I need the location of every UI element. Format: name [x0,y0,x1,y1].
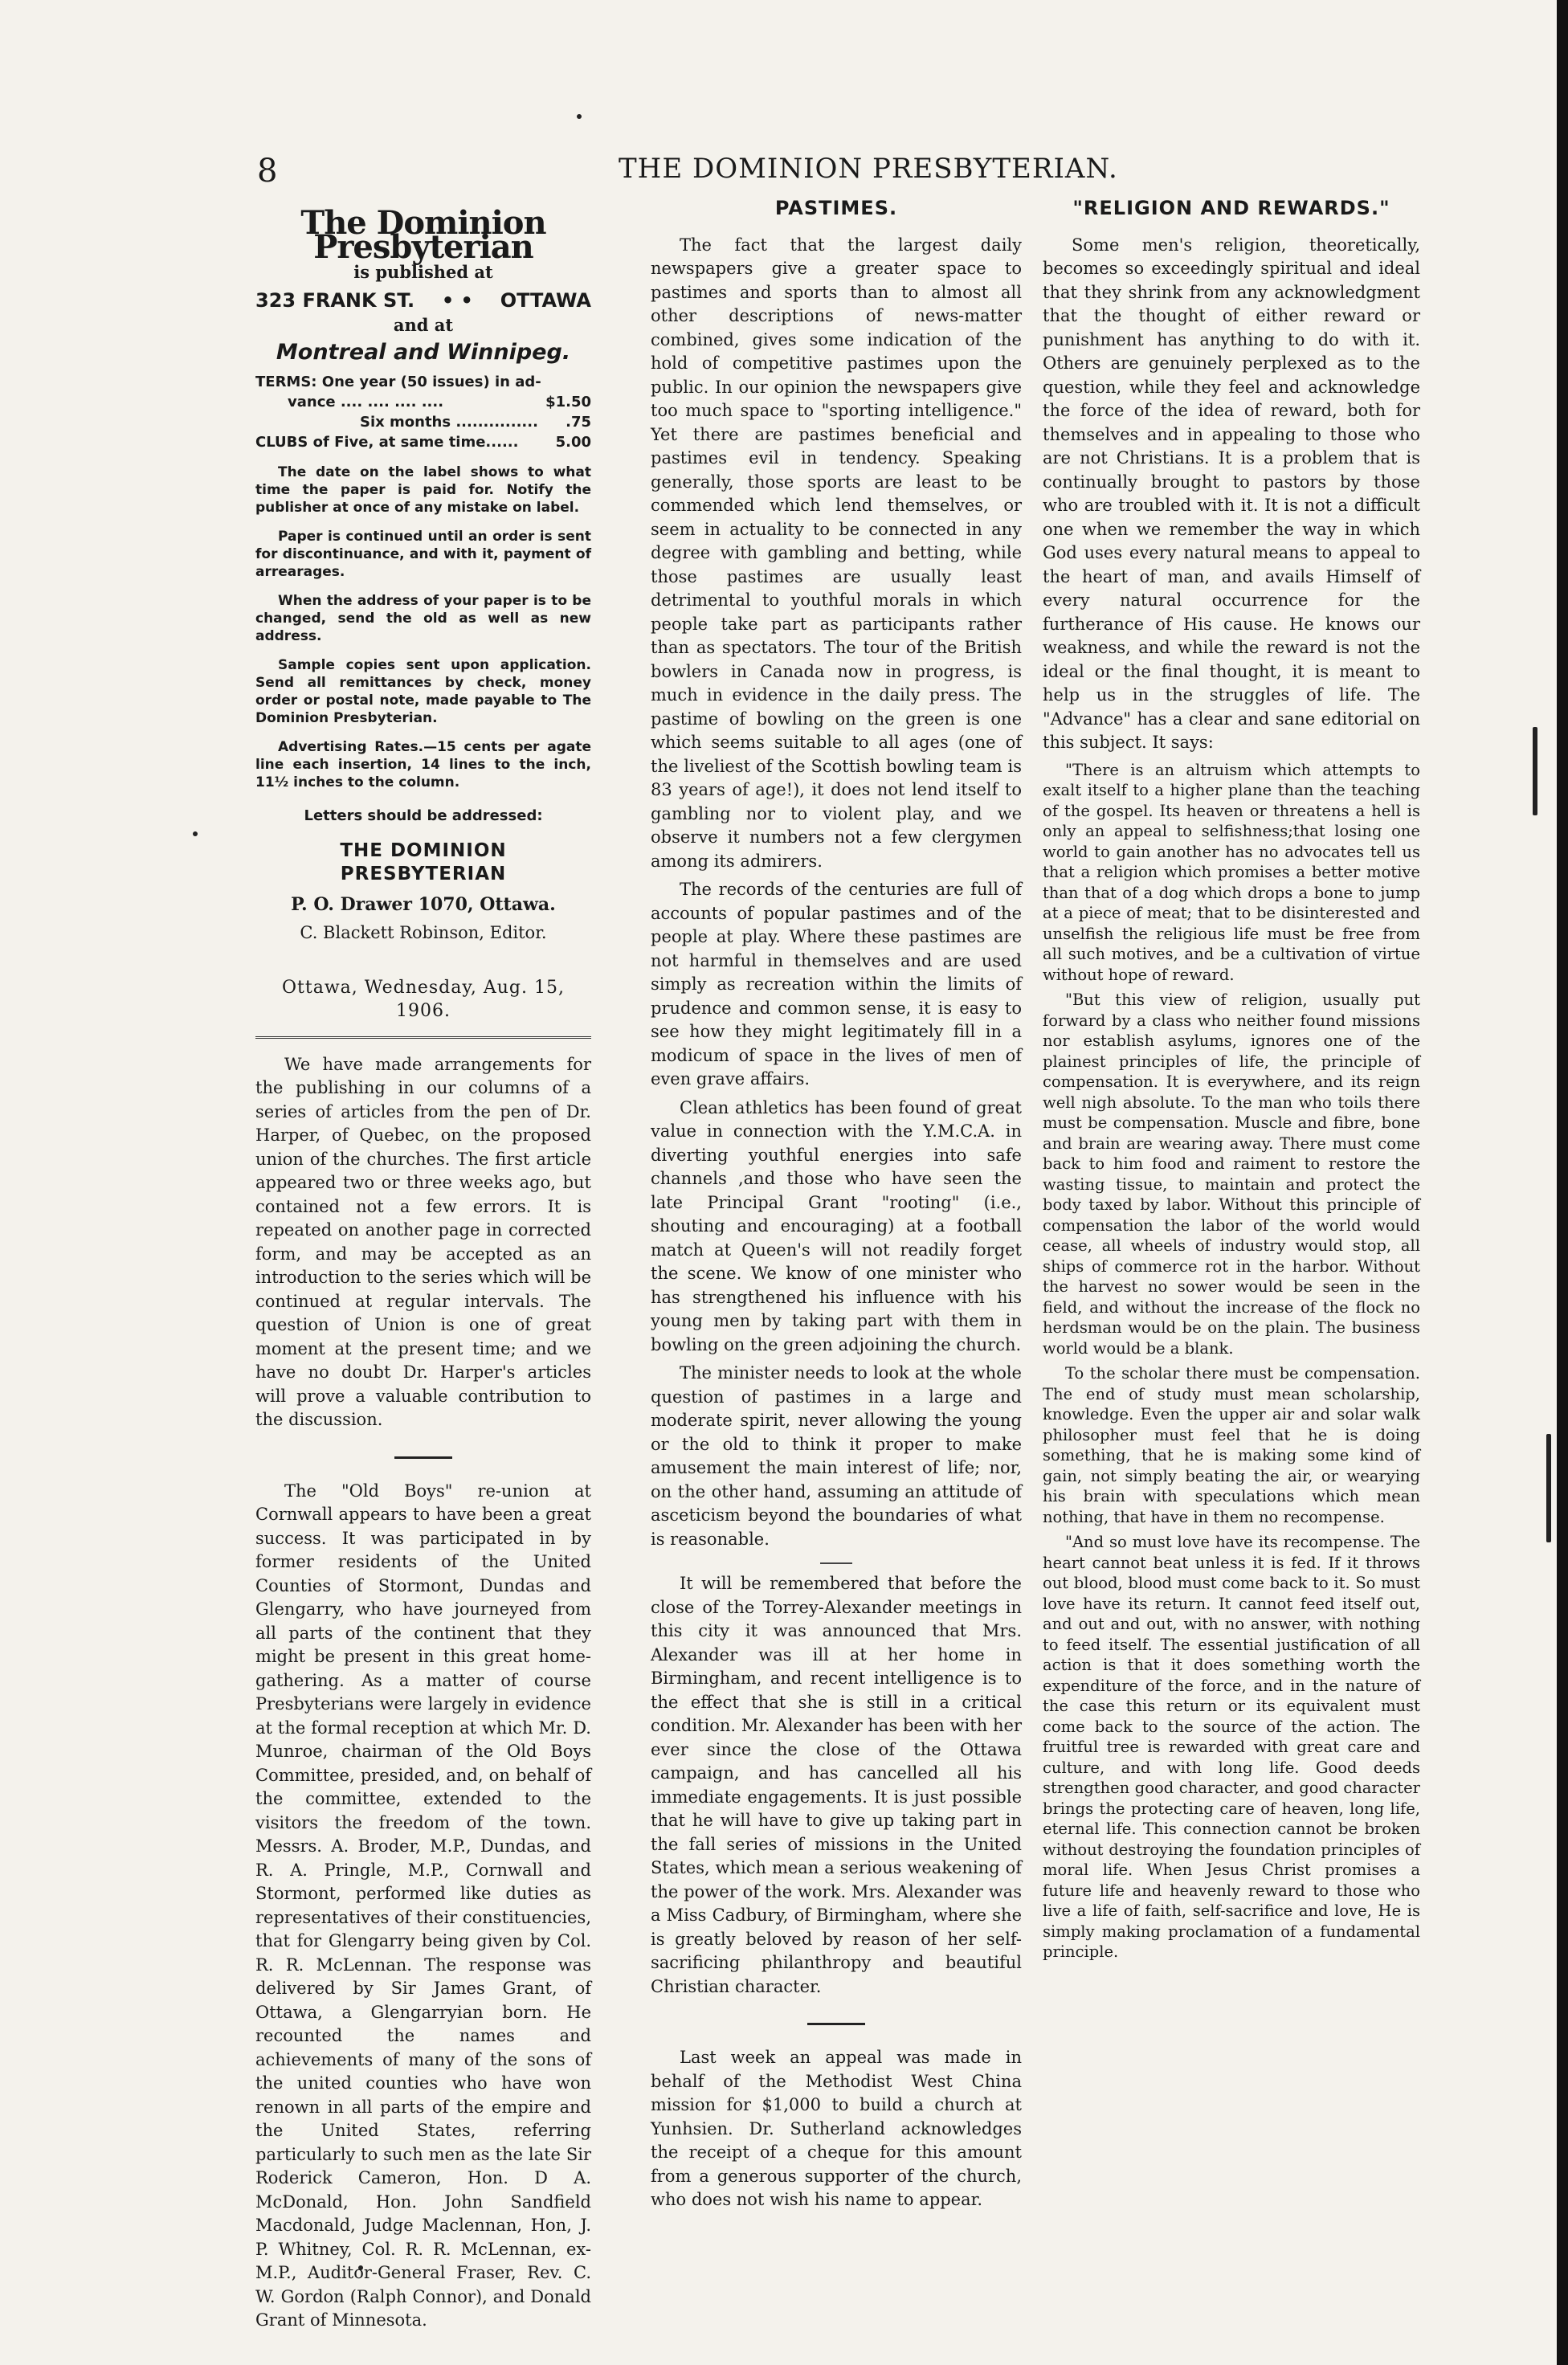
margin-mark [1546,1434,1551,1542]
terms-six-months-row [255,412,591,432]
column-1 [255,197,591,2338]
editorial-paragraph: The "Old Boys" re-union at Cornwall appears to have been a great success. It was participated in by former residents of the United Counties of Stormont, Dundas and Glengarry, who have journeyed from all parts of the continent that they might be present in this great home-gathering. As a matter of course Presbyterians were largely in evidence at the formal reception at which Mr. D. Munroe, chairman of the Old Boys Committee, presided, and, on behalf of the committee, extended to the visitors the freedom of the town. Messrs. A. Broder, M.P., Dundas, and R. A. Pringle, M.P., Cornwall and Stormont, performed like duties as representatives of their constituencies, that for Glengarry being given by Col. R. R. McLennan. The response was delivered by Sir James Grant, of Ottawa, a Glengarryian born. He recounted the names and achievements of many of the sons of the united counties who have won renown in all parts of the empire and the United States, referring particularly to such men as the late Sir Roderick Cameron, Hon. D A. McDonald, Hon. John Sandfield Macdonald, Judge Maclennan, Hon, J. P. Whitney, Col. R. R. McLennan, ex-M.P., Auditor-General Fraser, Rev. C. W. Gordon (Ralph Connor), and Donald Grant of Minnesota. [255,1481,592,2330]
quote-paragraph: "And so must love have its recompense. The heart cannot beat unless it is fed. If it throws out blood, blood must come back to it. So must love have its return. It cannot feed itself out, and out and out, with no answer, with nothing to feed itself. The essential justification of all action is that it does something worth the expenditure of the force, and in the nature of the case this return or its equivalent must come back to the source of the action. The fruitful tree is rewarded with great care and culture, and with long life. Good deeds strengthen good character, and good character brings the protecting care of heaven, long life, eternal life. This connection cannot be broken without destroying the foundation principles of moral life. When Jesus Christ promises a future life and heavenly reward to those who live a life of faith, self-sacrifice and love, He is simply making proclamation of a fundamental principle. [1043,1533,1420,1961]
advance-quotation [1043,760,1420,1963]
section-divider [807,2023,865,2025]
masthead-and-at: and at [393,314,454,335]
section-divider [394,1456,452,1459]
notice-continued: Paper is continued until an order is sent for discontinuance, and with it, payment of arrearages. [255,529,591,580]
scan-edge [1557,0,1568,2365]
terms-label: TERMS: One year (50 issues) in ad- [255,374,541,390]
masthead-city: OTTAWA [500,289,591,312]
masthead-cities: Montreal and Winnipeg. [276,339,571,365]
page-number: 8 [257,153,278,190]
running-title: THE DOMINION PRESBYTERIAN. [619,153,1118,185]
masthead-title: The Dominion Presbyterian [300,204,546,266]
terms-vance: vance .... .... .... .... [288,394,444,411]
pastimes-heading: PASTIMES. [774,197,898,219]
pastimes-paragraph: The minister needs to look at the whole question of pastimes in a large and moderate spirit, never allowing the young or the old to think it proper to make amusement the main interest of life; nor, on the other hand, assuming an attitude of asceticism beyond the boundaries of what is reasonable. [651,1363,1022,1549]
pastimes-paragraph: Clean athletics has been found of great value in connection with the Y.M.C.A. in diverting youthful energies into safe channels ,and those who have seen the late Principal Grant "rooting" (i.e., shouting and encouraging) at a football match at Queen's will not readily forget the scene. We know of one minister who has strengthened his influence with his young men by taking part with them in bowling on the green adjoining the church. [651,1097,1022,1354]
pastimes-paragraph: The records of the centuries are full of accounts of popular pastimes and of the people at play. Where these pastimes are not harmful in themselves and are used simply as recreation within the limits of prudence and common sense, it is easy to see how they might legitimately fill in a modicum of space in the lives of men of even grave affairs. [651,880,1022,1089]
column-3 [1043,197,1420,1967]
religion-paragraph: Some men's religion, theoretically, becomes so exceedingly spiritual and ideal that they shrink from any acknowledgment that the thought of either reward or punishment has anything to do with it. Others are genuinely perplexed as to the question, while they feel and acknowledge the force of the idea of reward, both for themselves and in appealing to those who are not Christians. It is a problem that is continually brought to pastors by those who are troubled with it. It is not a difficult one when we remember the way in which God uses every natural means to appeal to the heart of man, and avails Himself of every natural occurrence for the furtherance of His cause. He knows our weakness, and while the reward is not the ideal or the final thought, it is meant to help us in the struggles of life. The "Advance" has a clear and sane editorial on this subject. It says: [1043,235,1420,752]
notice-sample: Sample copies sent upon application. Send all remittances by check, money order or postal note, made payable to The Dominion Presbyterian. [255,657,591,726]
ink-dot [577,114,582,119]
masthead-editor: C. Blackett Robinson, Editor. [300,923,547,942]
terms-clubs-row [255,432,591,452]
editorial-paragraph: We have made arrangements for the publishing in our columns of a series of articles from the pen of Dr. Harper, of Quebec, on the proposed union of the churches. The first article appeared two or three weeks ago, but contained not a few errors. It is repeated on another page in corrected form, and may be accepted as an introduction to the series which will be continued at regular intervals. The question of Union is one of great moment at the present time; and we have no doubt Dr. Harper's articles will prove a valuable contribution to the discussion. [255,1054,591,1429]
masthead-published-at: is published at [353,262,493,282]
notice-label-date: The date on the label shows to what time the paper is paid for. Notify the publisher at once of any mistake on label. [255,464,591,516]
masthead-name: THE DOMINION PRESBYTERIAN [340,839,507,884]
notice-advertising: Advertising Rates.—15 cents per agate line each insertion, 14 lines to the inch, 11½ inches to the column. [255,739,591,790]
masthead-address-dots: • • [441,289,473,312]
quote-paragraph: "But this view of religion, usually put forward by a class who neither found missions nor establish asylums, ignores one of the plainest principles of life, the principle of compensation. It is everywhere, and its reign well nigh absolute. To the man who toils there must be compensation. Muscle and fibre, bone and brain are wearing away. There must come back to him food and raiment to restore the wasting tissue, to maintain and protect the body taxed by labor. Without this principle of compensation the labor of the world would cease, all wheels of industry would stop, all ships of commerce rot in the harbor. Without the harvest no sower would be seen in the field, and without the increase of the flock no herdsman would be on the plain. The business world would be a blank. [1043,991,1420,1358]
terms-clubs-label: CLUBS of Five, at same time...... [255,434,519,451]
masthead-address: 323 FRANK ST. [255,289,415,312]
quote-paragraph: "There is an altruism which attempts to exalt itself to a higher plane than the teaching of the gospel. Its heaven or threatens a hell is only an appeal to selfishness;that losing one world to gain another has no advocates tell us that a religion which promises a better motive than that of a dog which drops a bone to jump at a piece of meat; that to be disinterested and unselfish the religious life must be free from all such motives, and be a cultivation of virtue without hope of reward. [1043,760,1420,984]
china-mission-paragraph: Last week an appeal was made in behalf of the Methodist West China mission for $1,000 to build a church at Yunhsien. Dr. Sutherland acknowledges the receipt of a cheque for this amount from a generous supporter of the church, who does not wish his name to appear. [651,2048,1022,2209]
terms-clubs-price: 5.00 [555,434,591,451]
page-header [257,153,1478,193]
terms-six-months-label: Six months ............... [360,414,538,431]
column-2 [651,197,1022,2217]
masthead-drawer: P. O. Drawer 1070, Ottawa. [291,893,556,915]
terms-six-months-price: .75 [566,414,591,431]
notice-address: When the address of your paper is to be changed, send the old as well as new address. [255,593,591,644]
dateline: Ottawa, Wednesday, Aug. 15, 1906. [255,976,591,1039]
section-divider [820,1562,852,1564]
terms-year-row [255,392,591,412]
letters-note: Letters should be addressed: [304,807,543,824]
alexander-paragraph: It will be remembered that before the close of the Torrey-Alexander meetings in this city it was announced that Mrs. Alexander was ill at her home in Birmingham, and recent intelligence is to the effect that she is still in a critical condition. Mr. Alexander has been with her ever since the close of the Ottawa campaign, and has cancelled all his immediate engagements. It is just possible that he will have to give up taking part in the fall series of missions in the United States, which mean a serious weakening of the power of the work. Mrs. Alexander was a Miss Cadbury, of Birmingham, where she is greatly beloved by reason of her self-sacrificing philanthropy and beautiful Christian character. [651,1574,1022,1996]
terms-year-price: $1.50 [545,394,591,411]
masthead-address-line [255,289,591,313]
quote-paragraph: To the scholar there must be compensation. The end of study must mean scholarship, knowledge. Even the upper air and solar walk philosopher must feel that he is doing something, that he is making some kind of gain, not simply beating the air, or wearying his brain with speculations which mean nothing, that have in them no recompense. [1043,1364,1420,1526]
subscription-terms [255,372,591,452]
pastimes-paragraph: The fact that the largest daily newspapers give a greater space to pastimes and sports than to almost all other descriptions of news-matter combined, gives some indication of the hold of competitive pastimes upon the public. In our opinion the newspapers give too much space to "sporting intelligence." Yet there are pastimes beneficial and pastimes evil in tendency. Speaking generally, those sports are least to be commended which lend themselves, or seem in actuality to be connected in any degree with gambling and betting, while those pastimes are usually least detrimental to youthful morals in which people take part as participants rather than as spectators. The tour of the British bowlers in Canada now in progress, is much in evidence in the daily press. The pastime of bowling on the green is one which seems suitable to all ages (one of the liveliest of the Scottish bowling team is 83 years of age!), it does not lend itself to gambling nor to violent play, and we observe it numbers not a few clergymen among its admirers. [651,235,1022,871]
ink-dot [193,831,198,836]
margin-mark [1533,727,1537,815]
religion-heading: "RELIGION AND REWARDS." [1072,197,1390,219]
